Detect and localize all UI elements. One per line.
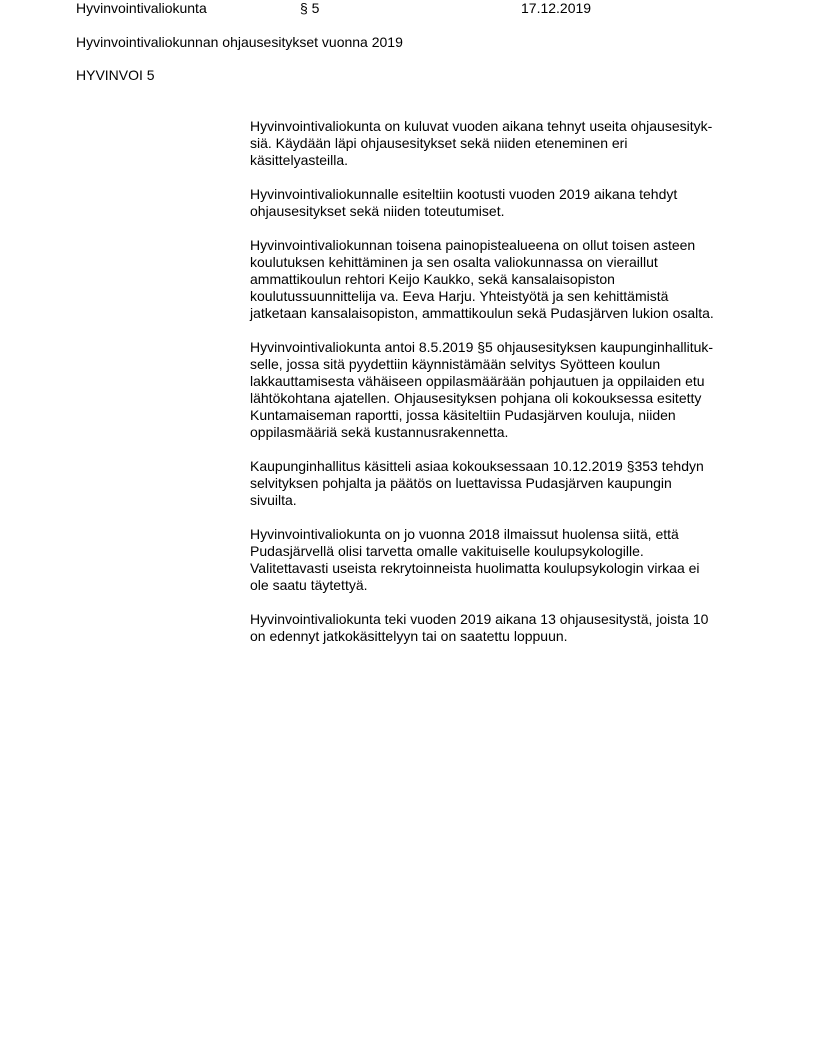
body-paragraph xyxy=(250,186,740,220)
paragraph-line: Hyvinvointivaliokunta on kuluvat vuoden aikana tehnyt useita ohjausesityk- xyxy=(250,118,713,134)
paragraph-line: lähtökohtana ajatellen. Ohjausesityksen pohjana oli kokouksessa esitetty xyxy=(250,390,702,406)
paragraph-line: ammattikoulun rehtori Keijo Kaukko, sekä kansalaisopiston xyxy=(250,271,615,287)
paragraph-line: sivuilta. xyxy=(250,492,297,508)
paragraph-line: jatketaan kansalaisopiston, ammattikoulun sekä Pudasjärven lukion osalta. xyxy=(250,305,714,321)
document-code: HYVINVOI 5 xyxy=(76,67,155,83)
body-paragraph xyxy=(250,118,740,169)
body-paragraph xyxy=(250,458,740,509)
paragraph-line: Hyvinvointivaliokunnan toisena painopistealueena on ollut toisen asteen xyxy=(250,237,696,253)
paragraph-line: siä. Käydään läpi ohjausesitykset sekä niiden eteneminen eri xyxy=(250,135,628,151)
paragraph-line: ohjausesitykset sekä niiden toteutumiset. xyxy=(250,203,505,219)
body-paragraph xyxy=(250,339,740,441)
paragraph-line: on edennyt jatkokäsittelyyn tai on saatettu loppuun. xyxy=(250,628,568,644)
paragraph-line: Valitettavasti useista rekrytoinneista huolimatta koulupsykologin virkaa ei xyxy=(250,560,700,576)
paragraph-line: Pudasjärvellä olisi tarvetta omalle vakituiselle koulupsykologille. xyxy=(250,543,644,559)
header-date: 17.12.2019 xyxy=(521,0,592,16)
header-paragraph-number: § 5 xyxy=(300,0,320,16)
paragraph-line: Hyvinvointivaliokunta on jo vuonna 2018 ilmaissut huolensa siitä, että xyxy=(250,526,679,542)
paragraph-line: koulutussuunnittelija va. Eeva Harju. Yhteistyötä ja sen kehittämistä xyxy=(250,288,669,304)
paragraph-line: koulutuksen kehittäminen ja sen osalta valiokunnassa on vieraillut xyxy=(250,254,658,270)
body-paragraph xyxy=(250,611,740,645)
header-body-name: Hyvinvointivaliokunta xyxy=(76,0,207,16)
document-body xyxy=(250,118,740,662)
document-title: Hyvinvointivaliokunnan ohjausesitykset vuonna 2019 xyxy=(76,34,403,50)
paragraph-line: oppilasmääriä sekä kustannusrakennetta. xyxy=(250,424,509,440)
body-paragraph xyxy=(250,237,740,322)
paragraph-line: selvityksen pohjalta ja päätös on luettavissa Pudasjärven kaupungin xyxy=(250,475,672,491)
paragraph-line: Hyvinvointivaliokunta teki vuoden 2019 aikana 13 ohjausesitystä, joista 10 xyxy=(250,611,709,627)
paragraph-line: lakkauttamisesta vähäiseen oppilasmäärään pohjautuen ja oppilaiden etu xyxy=(250,373,705,389)
paragraph-line: Hyvinvointivaliokunta antoi 8.5.2019 §5 ohjausesityksen kaupunginhallituk- xyxy=(250,339,714,355)
body-paragraph xyxy=(250,526,740,594)
paragraph-line: käsittelyasteilla. xyxy=(250,152,349,168)
paragraph-line: Hyvinvointivaliokunnalle esiteltiin kootusti vuoden 2019 aikana tehdyt xyxy=(250,186,678,202)
paragraph-line: Kaupunginhallitus käsitteli asiaa kokouksessaan 10.12.2019 §353 tehdyn xyxy=(250,458,704,474)
paragraph-line: Kuntamaiseman raportti, jossa käsiteltiin Pudasjärven kouluja, niiden xyxy=(250,407,676,423)
paragraph-line: selle, jossa sitä pyydettiin käynnistämään selvitys Syötteen koulun xyxy=(250,356,661,372)
paragraph-line: ole saatu täytettyä. xyxy=(250,577,368,593)
